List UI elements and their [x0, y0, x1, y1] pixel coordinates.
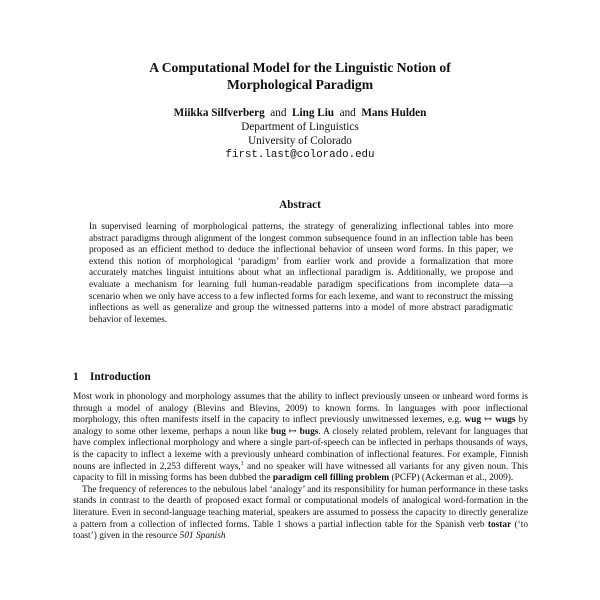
text-run: and no speaker will have witnessed all variants for any given noun. This capacity to fill in missing forms has been dubbed the [73, 461, 528, 484]
example-word: wug [464, 415, 482, 426]
abstract-heading: Abstract [279, 199, 321, 211]
introduction-body [73, 392, 528, 543]
example-word: tostar [487, 519, 512, 530]
section-title: Introduction [90, 371, 151, 383]
example-word: bugs [299, 426, 319, 437]
footnote-marker: 1 [240, 460, 244, 467]
author-block [0, 106, 600, 162]
paragraph [73, 392, 528, 485]
abstract-text: In supervised learning of morphological patterns, the strategy of generalizing inflectional tables into more abstract paradigms through alignment of the longest common subsequence found in an inflection table has been proposed as an efficient method to deduce the inflectional behavior of unseen word forms. In this paper, we extend this notion of morphological ‘paradigm’ from earlier work and provide a formalization that more accurately matches linguist intuitions about what an inflectional paradigm is. Additionally, we propose and evaluate a mechanism for learning full human-readable paradigm specifications from incomplete data—a scenario when we only have access to a few inflected forms for each lexeme, and want to reconstruct the missing inflections as well as generalize and group the witnessed patterns into a model of more abstract paradigmatic behavior of lexemes. [89, 222, 513, 325]
author-email: first.last@colorado.edu [225, 149, 375, 161]
author-name: Mans Hulden [361, 107, 427, 119]
text-run: Most work in phonology and morphology assumes that the ability to inflect previously unseen or unheard word forms is through a model of analogy (Blevins and Blevins, 2009) to known forms. In languages with poor inflectional morphology, this often manifests itself in the capacity to inflect previously unwitnessed lexemes, e.g. [73, 392, 528, 426]
section-number: 1 [73, 371, 79, 383]
text-run: (PCFP) (Ackerman et al., 2009). [389, 473, 514, 484]
author-name: Miikka Silfverberg [173, 107, 265, 119]
example-word: wugs [495, 415, 516, 426]
resource-title: 501 Spanish [179, 531, 226, 542]
text-run: by analogy to some other lexeme, perhaps a noun like [73, 415, 528, 437]
author-separator: and [270, 107, 287, 119]
author-university: University of Colorado [248, 135, 352, 147]
paper-title-line-2: Morphological Paradigm [226, 77, 374, 92]
text-run: . A closely related problem, relevant for languages that have complex inflectional morphology and where a single part-of-speech can be inflected in perhaps thousands of ways, is the capacity to inflect a lexeme with a previously unheard combination of inflectional features. For example, Finnish nouns are inflected in 2,253 different ways, [73, 426, 528, 472]
text-run: (‘to toast’) given in the resource [73, 519, 528, 542]
example-word: bug [270, 426, 286, 437]
paragraph [73, 485, 528, 543]
author-name: Ling Liu [292, 107, 335, 119]
maps-to-arrow: ↦ [481, 415, 496, 426]
paper-title [0, 59, 600, 93]
text-run: The frequency of references to the nebulous label ‘analogy’ and its responsibility for human performance in these tasks stands in contrast to the dearth of proposed exact formal or computational models of analogical word-formation in the literature. Even in second-language teaching material, speakers are assumed to possess the capacity to directly generalize a pattern from a collection of inflected forms. Table 1 shows a partial inflection table for the Spanish verb [73, 484, 528, 530]
author-department: Department of Linguistics [241, 121, 359, 133]
term-emphasis: paradigm cell filling problem [272, 473, 390, 484]
maps-to-arrow: ↦ [285, 426, 300, 437]
author-names [0, 106, 600, 120]
section-heading-introduction [73, 371, 151, 383]
author-separator: and [339, 107, 356, 119]
paper-title-line-1: A Computational Model for the Linguistic Notion of [149, 60, 451, 75]
